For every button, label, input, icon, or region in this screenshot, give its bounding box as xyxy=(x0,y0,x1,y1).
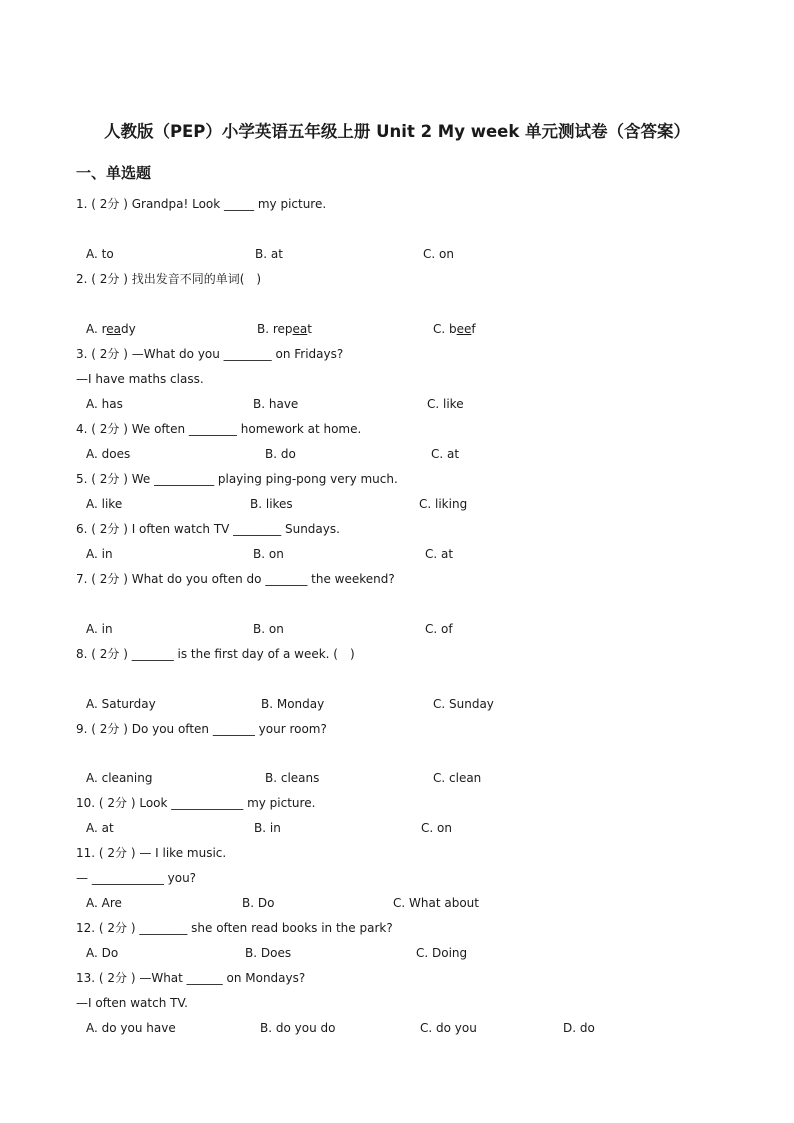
question-7-option-b[interactable]: B. on xyxy=(253,622,284,636)
option-prefix: C. b xyxy=(433,322,457,336)
question-7-option-c[interactable]: C. of xyxy=(425,622,453,636)
question-12-option-b[interactable]: B. Does xyxy=(245,946,292,960)
question-3-stem-line-2: —I have maths class. xyxy=(76,372,204,386)
question-11-option-b[interactable]: B. Do xyxy=(242,896,275,910)
question-5-option-b[interactable]: B. likes xyxy=(250,497,293,511)
question-5-stem: 5. ( 2分 ) We __________ playing ping-pong very much. xyxy=(76,472,398,486)
question-6-stem: 6. ( 2分 ) I often watch TV ________ Sundays. xyxy=(76,522,340,536)
question-7-option-a[interactable]: A. in xyxy=(86,622,113,636)
question-7-stem: 7. ( 2分 ) What do you often do _______ the weekend? xyxy=(76,572,395,586)
question-4-option-c[interactable]: C. at xyxy=(431,447,460,461)
question-11-option-a[interactable]: A. Are xyxy=(86,896,122,910)
question-13-stem: 13. ( 2分 ) —What ______ on Mondays? xyxy=(76,971,306,985)
underlined-letters: ee xyxy=(456,322,472,336)
question-3-option-c[interactable]: C. like xyxy=(427,397,464,411)
question-2-stem: 2. ( 2分 ) 找出发音不同的单词( ) xyxy=(76,272,262,286)
question-10-option-a[interactable]: A. at xyxy=(86,821,114,835)
option-suffix: f xyxy=(471,322,476,336)
question-11-stem: 11. ( 2分 ) — I like music. xyxy=(76,846,227,860)
question-13-option-a[interactable]: A. do you have xyxy=(86,1021,176,1035)
question-10-option-b[interactable]: B. in xyxy=(254,821,281,835)
question-1-option-b[interactable]: B. at xyxy=(255,247,283,261)
option-suffix: t xyxy=(307,322,312,336)
question-4-stem: 4. ( 2分 ) We often ________ homework at home. xyxy=(76,422,362,436)
question-2-option-a[interactable] xyxy=(86,321,136,337)
underlined-letters: ea xyxy=(106,322,122,336)
question-6-option-c[interactable]: C. at xyxy=(425,547,454,561)
question-13-stem-line-2: —I often watch TV. xyxy=(76,996,188,1010)
question-9-stem: 9. ( 2分 ) Do you often _______ your room? xyxy=(76,722,327,736)
question-11-stem-line-2: — ____________ you? xyxy=(76,871,197,885)
question-10-option-c[interactable]: C. on xyxy=(421,821,452,835)
question-4-option-b[interactable]: B. do xyxy=(265,447,296,461)
question-12-stem: 12. ( 2分 ) ________ she often read books in the park? xyxy=(76,921,393,935)
question-1-option-c[interactable]: C. on xyxy=(423,247,454,261)
question-2-option-b[interactable] xyxy=(257,321,312,337)
question-10-stem: 10. ( 2分 ) Look ____________ my picture. xyxy=(76,796,316,810)
option-prefix: B. rep xyxy=(257,322,293,336)
question-11-option-c[interactable]: C. What about xyxy=(393,896,479,910)
question-8-stem: 8. ( 2分 ) _______ is the first day of a week. ( ) xyxy=(76,647,355,661)
question-9-option-a[interactable]: A. cleaning xyxy=(86,771,153,785)
question-8-option-a[interactable]: A. Saturday xyxy=(86,697,156,711)
question-4-option-a[interactable]: A. does xyxy=(86,447,131,461)
question-12-option-c[interactable]: C. Doing xyxy=(416,946,468,960)
question-6-option-b[interactable]: B. on xyxy=(253,547,284,561)
page-title: 人教版（PEP）小学英语五年级上册 Unit 2 My week 单元测试卷（含答案） xyxy=(103,122,691,141)
question-6-option-a[interactable]: A. in xyxy=(86,547,113,561)
question-3-option-a[interactable]: A. has xyxy=(86,397,123,411)
question-12-option-a[interactable]: A. Do xyxy=(86,946,119,960)
question-9-option-b[interactable]: B. cleans xyxy=(265,771,320,785)
question-8-option-b[interactable]: B. Monday xyxy=(261,697,325,711)
underlined-letters: ea xyxy=(292,322,308,336)
question-3-option-b[interactable]: B. have xyxy=(253,397,299,411)
question-3-stem: 3. ( 2分 ) —What do you ________ on Fridays? xyxy=(76,347,344,361)
question-9-option-c[interactable]: C. clean xyxy=(433,771,482,785)
question-1-stem: 1. ( 2分 ) Grandpa! Look _____ my picture. xyxy=(76,197,327,211)
question-5-option-c[interactable]: C. liking xyxy=(419,497,468,511)
question-8-option-c[interactable]: C. Sunday xyxy=(433,697,494,711)
question-13-option-b[interactable]: B. do you do xyxy=(260,1021,336,1035)
section-heading: 一、单选题 xyxy=(76,164,152,182)
option-prefix: A. r xyxy=(86,322,107,336)
question-2-option-c[interactable] xyxy=(433,321,476,337)
question-1-option-a[interactable]: A. to xyxy=(86,247,114,261)
option-suffix: dy xyxy=(121,322,136,336)
question-13-option-d[interactable]: D. do xyxy=(563,1021,595,1035)
question-13-option-c[interactable]: C. do you xyxy=(420,1021,477,1035)
question-5-option-a[interactable]: A. like xyxy=(86,497,123,511)
